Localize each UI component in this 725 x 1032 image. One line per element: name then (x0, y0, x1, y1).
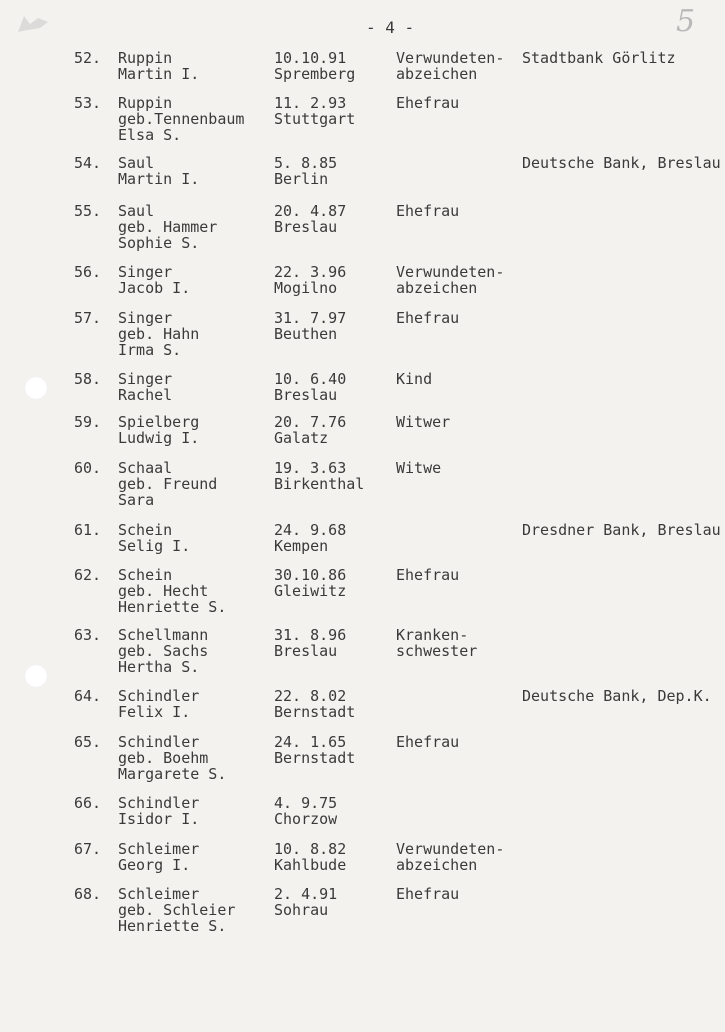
person-name (118, 567, 226, 615)
birth-date-place-line: Breslau (274, 386, 338, 404)
person-name-line: Ruppin (118, 49, 173, 67)
person-name-line: Singer (118, 263, 173, 281)
person-name-line: Schleimer (118, 885, 200, 903)
person-name-line: Schindler (118, 794, 200, 812)
person-name (118, 886, 235, 934)
birth-date-place-line: 31. 7.97 (274, 309, 347, 327)
birth-date-place (274, 203, 346, 235)
person-name-line: Hertha S. (118, 658, 200, 676)
birth-date-place-line: Sohrau (274, 901, 329, 919)
birth-date-place (274, 627, 346, 659)
entry-number: 57. (74, 309, 102, 327)
person-name-line: Schindler (118, 687, 200, 705)
person-name-line: geb. Schleier (118, 901, 236, 919)
person-name (118, 414, 199, 446)
person-name-line: Ludwig I. (118, 429, 200, 447)
person-name (118, 264, 190, 296)
person-name-line: Schindler (118, 733, 200, 751)
bank-reference: Deutsche Bank, Dep.K. (522, 687, 712, 705)
birth-date-place-line: 4. 9.75 (274, 794, 338, 812)
birth-date-place (274, 310, 346, 342)
status-note (396, 734, 459, 750)
birth-date-place-line: Spremberg (274, 65, 356, 83)
birth-date-place (274, 567, 346, 599)
birth-date-place-line: 10. 8.82 (274, 840, 347, 858)
birth-date-place-line: Breslau (274, 218, 338, 236)
bank-reference: Deutsche Bank, Breslau (522, 154, 721, 172)
birth-date-place (274, 264, 346, 296)
birth-date-place-line: Kahlbude (274, 856, 347, 874)
birth-date-place-line: 10. 6.40 (274, 370, 347, 388)
person-name (118, 522, 190, 554)
status-note-line: abzeichen (396, 856, 478, 874)
birth-date-place-line: 20. 7.76 (274, 413, 347, 431)
handwritten-page-mark: 5 (676, 4, 696, 39)
person-name-line: geb. Hahn (118, 325, 200, 343)
entry-number: 54. (74, 154, 102, 172)
person-name-line: Saul (118, 154, 155, 172)
birth-date-place (274, 886, 337, 918)
person-name (118, 155, 199, 187)
birth-date-place (274, 795, 337, 827)
person-name-line: Felix I. (118, 703, 191, 721)
birth-date-place-line: 24. 1.65 (274, 733, 347, 751)
entry-number: 53. (74, 94, 102, 112)
person-name (118, 688, 199, 720)
birth-date-place-line: 22. 8.02 (274, 687, 347, 705)
person-name-line: Selig I. (118, 537, 191, 555)
entry-number: 56. (74, 263, 102, 281)
entry-number: 66. (74, 794, 102, 812)
status-note (396, 841, 504, 873)
person-name-line: Sophie S. (118, 234, 200, 252)
entry-number: 63. (74, 626, 102, 644)
status-note-line: Kranken- (396, 626, 469, 644)
entry-number: 58. (74, 370, 102, 388)
person-name (118, 841, 199, 873)
birth-date-place (274, 95, 355, 127)
person-name-line: Ruppin (118, 94, 173, 112)
punch-hole (24, 376, 48, 400)
birth-date-place-line: 31. 8.96 (274, 626, 347, 644)
birth-date-place (274, 155, 337, 187)
status-note (396, 414, 450, 430)
person-name-line: Georg I. (118, 856, 191, 874)
status-note-line: Verwundeten- (396, 263, 505, 281)
status-note-line: abzeichen (396, 65, 478, 83)
person-name-line: Margarete S. (118, 765, 227, 783)
birth-date-place-line: 5. 8.85 (274, 154, 338, 172)
birth-date-place-line: Birkenthal (274, 475, 365, 493)
status-note-line: schwester (396, 642, 478, 660)
entry-number: 52. (74, 49, 102, 67)
status-note-line: Verwundeten- (396, 840, 505, 858)
birth-date-place (274, 371, 346, 403)
person-name (118, 50, 199, 82)
birth-date-place-line: Beuthen (274, 325, 338, 343)
status-note (396, 50, 504, 82)
person-name-line: Schleimer (118, 840, 200, 858)
birth-date-place-line: Bernstadt (274, 703, 356, 721)
person-name-line: Martin I. (118, 65, 200, 83)
status-note-line: Ehefrau (396, 733, 460, 751)
person-name-line: Sara (118, 491, 155, 509)
birth-date-place-line: Kempen (274, 537, 329, 555)
person-name (118, 95, 244, 143)
status-note-line: abzeichen (396, 279, 478, 297)
status-note-line: Ehefrau (396, 94, 460, 112)
entry-number: 60. (74, 459, 102, 477)
birth-date-place (274, 522, 346, 554)
status-note (396, 627, 477, 659)
status-note-line: Verwundeten- (396, 49, 505, 67)
birth-date-place (274, 414, 346, 446)
birth-date-place-line: Breslau (274, 642, 338, 660)
status-note-line: Ehefrau (396, 885, 460, 903)
status-note (396, 460, 441, 476)
entry-number: 61. (74, 521, 102, 539)
person-name-line: Singer (118, 370, 173, 388)
entry-number: 55. (74, 202, 102, 220)
person-name-line: geb. Hammer (118, 218, 218, 236)
status-note-line: Ehefrau (396, 566, 460, 584)
status-note-line: Ehefrau (396, 309, 460, 327)
person-name-line: geb. Freund (118, 475, 218, 493)
birth-date-place-line: Galatz (274, 429, 329, 447)
birth-date-place (274, 50, 355, 82)
person-name-line: Schellmann (118, 626, 209, 644)
person-name (118, 795, 199, 827)
birth-date-place-line: 19. 3.63 (274, 459, 347, 477)
entry-number: 64. (74, 687, 102, 705)
person-name-line: Henriette S. (118, 598, 227, 616)
birth-date-place (274, 734, 355, 766)
birth-date-place-line: Stuttgart (274, 110, 356, 128)
person-name-line: Schein (118, 566, 173, 584)
birth-date-place-line: 10.10.91 (274, 49, 347, 67)
birth-date-place (274, 460, 364, 492)
status-note (396, 95, 459, 111)
person-name (118, 627, 208, 675)
person-name-line: geb.Tennenbaum (118, 110, 245, 128)
status-note-line: Kind (396, 370, 433, 388)
birth-date-place-line: 22. 3.96 (274, 263, 347, 281)
person-name-line: Isidor I. (118, 810, 200, 828)
entry-number: 62. (74, 566, 102, 584)
entry-number: 59. (74, 413, 102, 431)
person-name-line: geb. Sachs (118, 642, 209, 660)
person-name (118, 460, 217, 508)
birth-date-place-line: 24. 9.68 (274, 521, 347, 539)
person-name-line: Martin I. (118, 170, 200, 188)
birth-date-place-line: Chorzow (274, 810, 338, 828)
birth-date-place (274, 688, 355, 720)
person-name-line: Saul (118, 202, 155, 220)
status-note-line: Witwe (396, 459, 442, 477)
entry-number: 65. (74, 733, 102, 751)
page-number: - 4 - (366, 18, 415, 37)
person-name-line: Jacob I. (118, 279, 191, 297)
birth-date-place-line: 30.10.86 (274, 566, 347, 584)
status-note (396, 567, 459, 583)
person-name-line: geb. Hecht (118, 582, 209, 600)
person-name-line: Schein (118, 521, 173, 539)
person-name-line: Irma S. (118, 341, 182, 359)
punch-hole (24, 664, 48, 688)
birth-date-place-line: Mogilno (274, 279, 338, 297)
person-name (118, 310, 199, 358)
person-name (118, 203, 217, 251)
entry-number: 68. (74, 885, 102, 903)
status-note (396, 886, 459, 902)
bank-reference: Stadtbank Görlitz (522, 49, 676, 67)
status-note-line: Ehefrau (396, 202, 460, 220)
person-name-line: Elsa S. (118, 126, 182, 144)
entry-number: 67. (74, 840, 102, 858)
status-note (396, 264, 504, 296)
person-name-line: Henriette S. (118, 917, 227, 935)
person-name-line: Rachel (118, 386, 173, 404)
ink-smudge-mark (14, 10, 60, 36)
birth-date-place (274, 841, 346, 873)
person-name-line: Singer (118, 309, 173, 327)
birth-date-place-line: 20. 4.87 (274, 202, 347, 220)
birth-date-place-line: 2. 4.91 (274, 885, 338, 903)
birth-date-place-line: Gleiwitz (274, 582, 347, 600)
birth-date-place-line: Bernstadt (274, 749, 356, 767)
person-name-line: geb. Boehm (118, 749, 209, 767)
bank-reference: Dresdner Bank, Breslau (522, 521, 721, 539)
status-note-line: Witwer (396, 413, 451, 431)
birth-date-place-line: 11. 2.93 (274, 94, 347, 112)
person-name-line: Schaal (118, 459, 173, 477)
birth-date-place-line: Berlin (274, 170, 329, 188)
person-name (118, 371, 172, 403)
status-note (396, 203, 459, 219)
person-name-line: Spielberg (118, 413, 200, 431)
person-name (118, 734, 226, 782)
status-note (396, 310, 459, 326)
status-note (396, 371, 432, 387)
